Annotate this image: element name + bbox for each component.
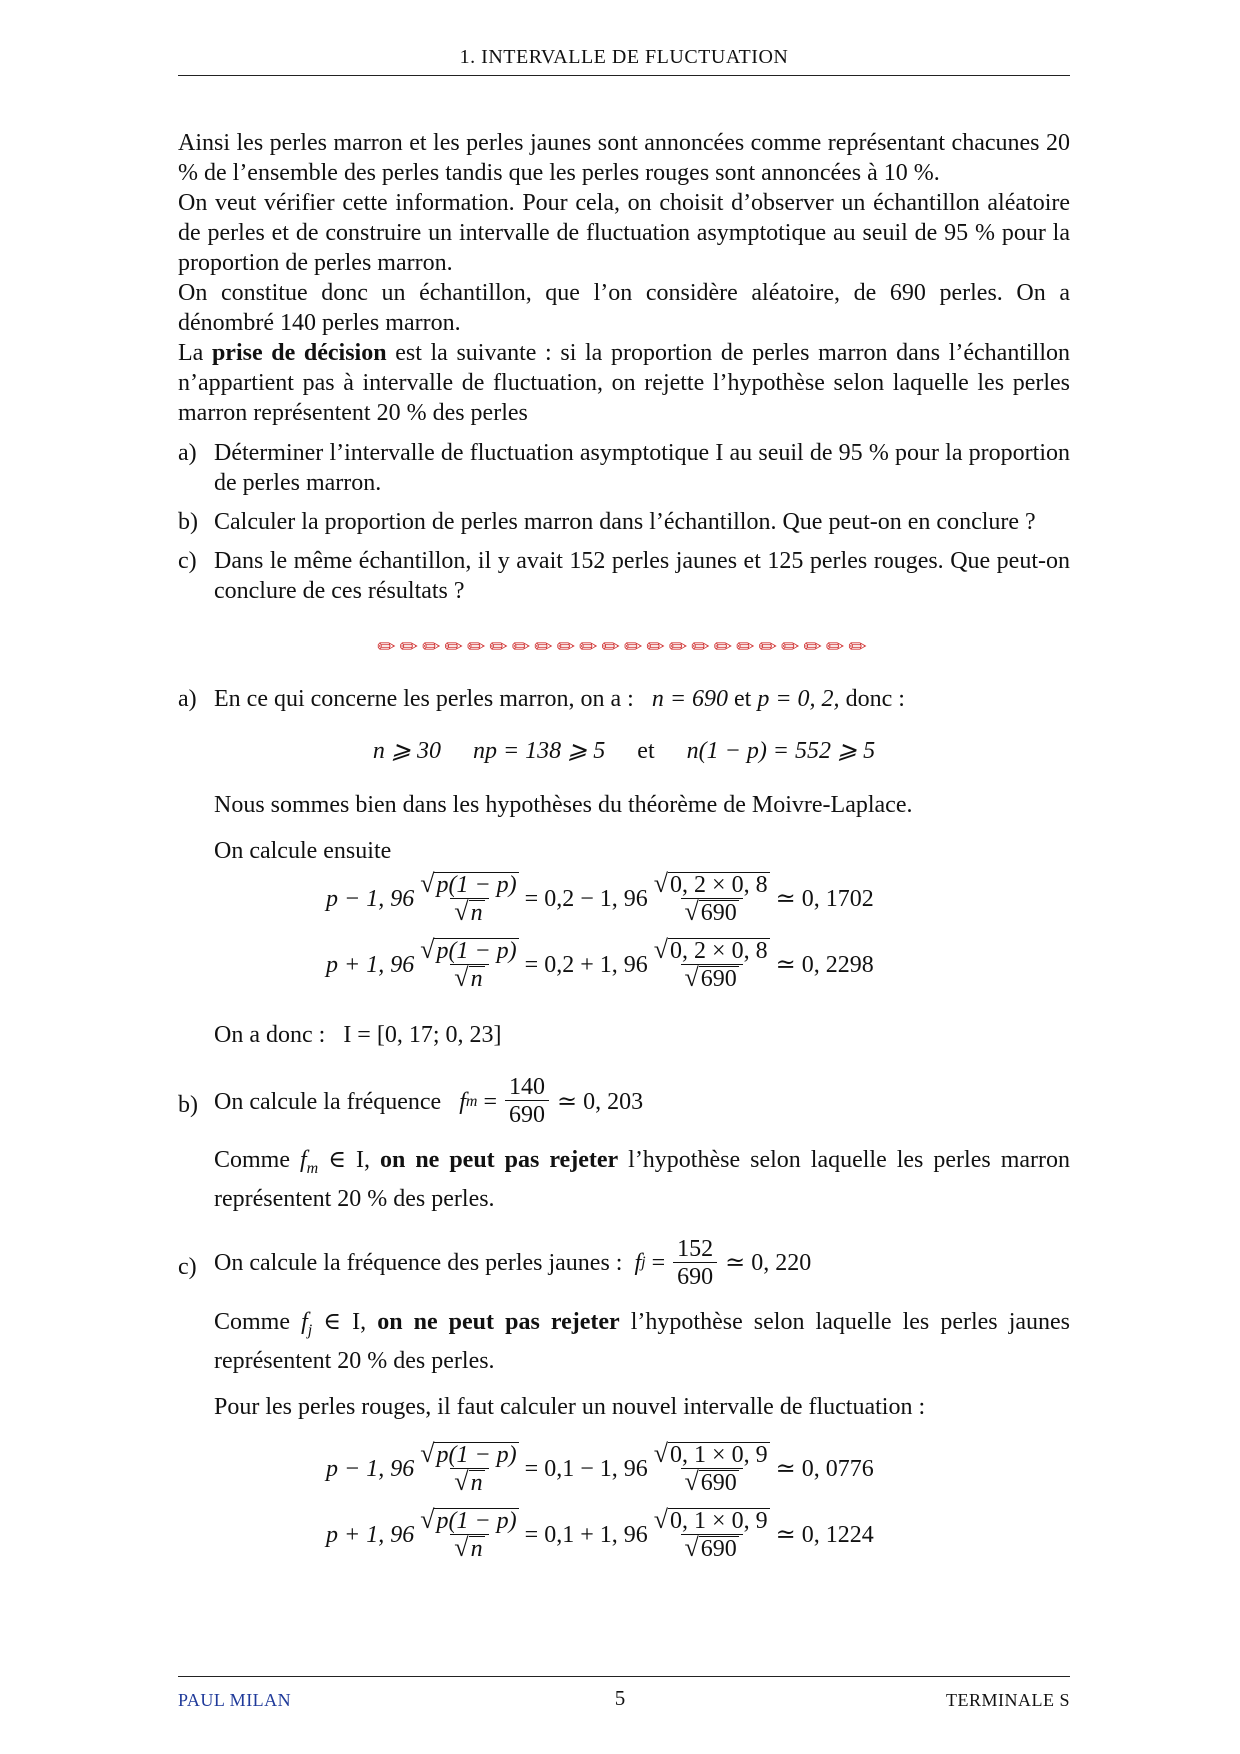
marron-conclusion: Comme $f_m$ ∈ I, on ne peut pas rejeter l’hypothèse selon laquelle les perles marron représentent 20 % des perles. bbox=[214, 1147, 1070, 1212]
pencil-separator: ✏✏✏✏✏✏✏✏✏✏✏✏✏✏✏✏✏✏✏✏✏✏ bbox=[377, 634, 871, 659]
calc-intro: On calcule ensuite bbox=[214, 838, 392, 864]
jaunes-conclusion: Comme $f_j$ ∈ I, on ne peut pas rejeter l’hypothèse selon laquelle les perles jaunes représentent 20 % des perles. bbox=[214, 1308, 1071, 1374]
footer-level: TERMINALE S bbox=[946, 1690, 1070, 1710]
question-item: a) Déterminer l’intervalle de fluctuation asymptotique I au seuil de 95 % pour la proportion de perles marron. bbox=[178, 440, 1070, 496]
page-content bbox=[178, 128, 1070, 1568]
header-rule bbox=[178, 75, 1070, 76]
intro-paragraph-1: Ainsi les perles marron et les perles jaunes sont annoncées comme représentant chacunes 20 % de l’ensemble des perles tandis que les perles rouges sont annoncées à 10 %. bbox=[178, 130, 1070, 186]
solution-b: b) On calcule la fréquence f m = $\frac{140}{690}$ ≃ 0, 203 Comme $f_m$ ∈ I, on ne peut pas rejeter l’hypothèse selon laquelle les perles marron représentent 20 % des perles. bbox=[178, 1074, 1070, 1212]
page-number: 5 bbox=[614, 1686, 626, 1710]
footer-author: PAUL MILAN bbox=[178, 1690, 292, 1710]
hypothesis-text: Nous sommes bien dans les hypothèses du théorème de Moivre-Laplace. bbox=[214, 792, 913, 818]
decision-term: prise de décision bbox=[211, 340, 387, 366]
rouges-intro: Pour les perles rouges, il faut calculer un nouvel intervalle de fluctuation : bbox=[214, 1393, 926, 1420]
interval-conclusion: On a donc : I = [0, 17; 0, 23] bbox=[214, 1022, 502, 1048]
question-item: c) Dans le même échantillon, il y avait 152 perles jaunes et 125 perles rouges. Que peut-on conclure de ces résultats ? bbox=[178, 548, 1070, 604]
question-list bbox=[178, 438, 1070, 606]
footer-rule bbox=[178, 1676, 1070, 1677]
intro-paragraph-3: On constitue donc un échantillon, que l’on considère aléatoire, de 690 perles. On a dénombré 140 perles marron. bbox=[178, 280, 1070, 336]
question-item: b) Calculer la proportion de perles marron dans l’échantillon. Que peut-on en conclure ? bbox=[178, 509, 1036, 535]
conditions-line: n ⩾ 30 np = 138 ⩾ 5 et n(1 − p) = 552 ⩾ 5 bbox=[372, 738, 876, 764]
interval-formulas-marron: p − 1, 96 √ p(1 − p) √ n = 0,2 − 1, 96 √ 0, 2 × 0, 8 √ 690 ≃ 0, 1702 p + 1, 96 √ p(1 − p) √ n = 0,2 + 1, 96 √ 0, 2 × 0, 8 √ 690 ≃ 0, 2298 bbox=[326, 869, 874, 992]
intro-paragraph-2: On veut vérifier cette information. Pour cela, on choisit d’observer un échantillon aléatoire de perles et de construire un intervalle de fluctuation asymptotique au seuil de 95 % pour la proportion de perles marron. bbox=[178, 190, 1070, 276]
running-header: 1. INTERVALLE DE FLUCTUATION bbox=[459, 46, 789, 68]
solution-a: a) En ce qui concerne les perles marron, on a : n = 690 et p = 0, 2, donc : n ⩾ 30 np = 138 ⩾ 5 et n(1 − p) = 552 ⩾ 5 Nous sommes bien dans les hypothèses du théorème de Moivre-Laplace. On calcule ensuite p − 1, 96 √ p(1 − p) √ n = 0,2 − 1, 96 √ 0, 2 × 0, 8 √ 690 ≃ 0, 1702 p + 1, 96 √ p(1 − p) √ n = 0,2 + 1, 96 √ 0, 2 × 0, 8 √ 690 ≃ 0, 2298 On a donc : I = [0, 17; 0, 23] bbox=[178, 684, 1070, 1050]
interval-formulas-rouges: p − 1, 96 √ p(1 − p) √ n = 0,1 − 1, 96 √ 0, 1 × 0, 9 √ 690 ≃ 0, 0776 p + 1, 96 √ p(1 − p) √ n = 0,1 + 1, 96 √ 0, 1 × 0, 9 √ 690 ≃ 0, 1224 bbox=[326, 1438, 874, 1562]
intro-paragraph-4: La prise de décision est la suivante : si la proportion de perles marron dans l’échantillon n’appartient pas à intervalle de fluctuation, on rejette l’hypothèse selon laquelle les perles marron représentent 20 % des perles bbox=[178, 340, 1070, 426]
solution-c: c) On calcule la fréquence des perles jaunes : f j = $\frac{152}{690}$ ≃ 0, 220 Comme $f_j$ ∈ I, on ne peut pas rejeter l’hypothèse selon laquelle les perles jaunes représentent 20 % des perles. Pour les perles rouges, il faut calculer un nouvel intervalle de fluctuation : p − 1, 96 √ p(1 − p) √ n = 0,1 − 1, 96 √ 0, 1 × 0, 9 √ 690 ≃ 0, 0776 p + 1, 96 √ p(1 − p) √ n = 0,1 + 1, 96 √ 0, 1 × 0, 9 √ 690 ≃ 0, 1224 bbox=[178, 1236, 1070, 1568]
